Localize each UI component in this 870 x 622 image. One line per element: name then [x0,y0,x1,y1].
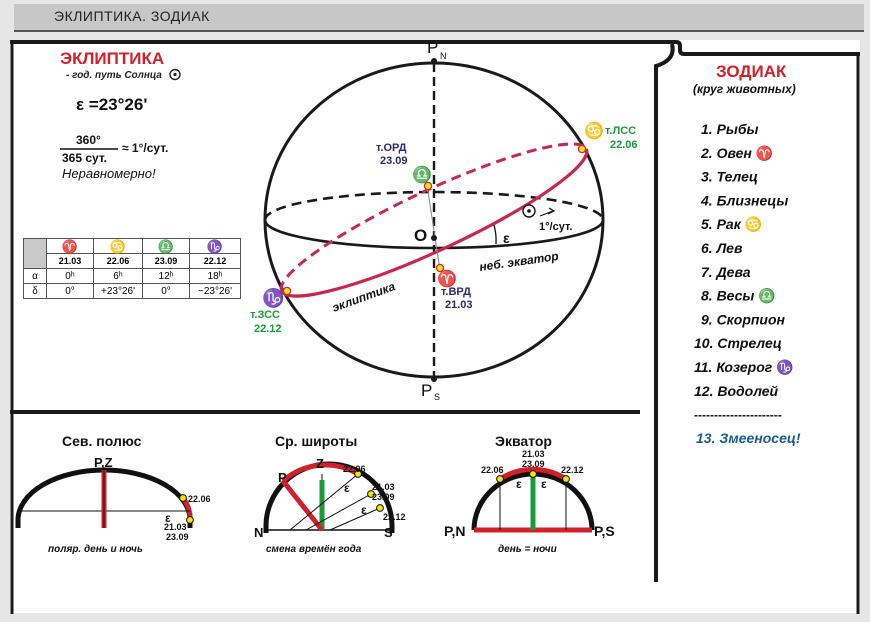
table-cell: 0° [143,284,190,299]
equator-eps-2: ε [541,477,547,491]
zodiac-sign-symbol: ♋ [744,216,763,233]
table-cell: 12ʰ [143,269,190,284]
equator-date-1: 21.03 [522,449,545,459]
zodiac-sign-symbol: ♈ [755,144,774,161]
zodiac-divider: ---------------------- [694,408,782,422]
north-date-3: 23.09 [166,532,189,542]
point-zss [283,287,290,294]
equator-eps-1: ε [516,477,522,491]
zodiac-item: 10. Стрелец [694,335,782,352]
table-cell: −23°26' [190,284,241,299]
sign-symbol: ♎ [157,238,175,254]
north-point-2 [187,517,194,524]
table-date: 23.09 [143,254,190,269]
label-zss-date: 22.12 [254,323,282,335]
label-vrd-date: 21.03 [445,299,473,311]
zodiac-item: 7. Дева [701,263,751,280]
label-ps-sub: S [434,392,441,402]
table-date-row [24,254,241,269]
north-eps: ε [165,511,171,525]
equator-point-2 [497,476,504,483]
label-ps: P [421,381,433,400]
table-header-row [24,239,241,254]
north-point-1 [180,495,187,502]
north-caption: поляр. день и ночь [48,544,143,555]
header-title: ЭКЛИПТИКА. ЗОДИАК [54,8,210,24]
mid-point-3 [377,505,384,512]
table-cell: 6ʰ [94,269,143,284]
table-date: 22.06 [94,254,143,269]
table-corner [24,239,47,269]
mid-z: Z [316,456,324,471]
row-label: α [24,269,47,284]
mid-date-4: 22.12 [383,512,406,522]
table-cell: 18ʰ [190,269,241,284]
obliquity-value: ε =23°26' [76,95,148,114]
mid-date-1: 22.06 [343,464,366,474]
table-head-cell [143,239,190,254]
table-row [24,269,241,284]
label-pn-sub: N [440,51,447,61]
mid-s: S [384,525,393,540]
sign-symbol: ♈ [61,238,79,254]
zodiac-item: 2. Овен ♈ [701,144,774,161]
north-pz: P,Z [94,455,113,470]
north-date-1: 22.06 [188,494,211,504]
label-ord: т.ОРД [376,142,407,154]
irregular-note: Неравномерно! [62,166,156,181]
mid-date-2: 21.03 [372,482,395,492]
table-cell: 0ʰ [47,269,94,284]
label-zss: т.ЗСС [250,309,280,321]
mid-n: N [254,525,264,540]
table-row [24,284,241,299]
sun-on-ecliptic-icon [523,205,535,217]
north-title: Сев. полюс [62,433,142,449]
fraction-result: ≈ 1°/сут. [122,141,169,155]
zodiac-item: 5. Рак ♋ [701,216,763,233]
point-pn [431,58,437,64]
zodiac-sign-symbol: ♑ [776,359,794,375]
label-ecliptic: эклиптика [330,279,398,315]
zodiac-extra: 13. Змееносец! [696,430,801,446]
label-speed: 1°/сут. [539,221,573,233]
sign-symbol: ♑ [206,238,224,254]
capricorn-symbol: ♑ [262,288,285,308]
mid-title: Ср. широты [275,433,358,449]
zodiac-sign-symbol: ♎ [758,287,776,304]
equator-date-2: 23.09 [522,459,545,469]
zodiac-item: 11. Козерог ♑ [694,359,794,375]
zodiac-title: ЗОДИАК [716,62,787,81]
zodiac-item: 1. Рыбы [701,121,759,137]
equator-point-3 [563,476,570,483]
label-ord-date: 23.09 [380,155,408,167]
mid-eps-1: ε [344,481,350,495]
table-cell: +23°26' [94,284,143,299]
zodiac-item: 9. Скорпион [701,311,785,328]
zodiac-item: 12. Водолей [694,382,779,399]
sign-symbol: ♋ [109,238,127,254]
label-lss-date: 22.06 [610,139,638,151]
label-epsilon: ε [503,230,510,246]
label-center: O [414,226,428,245]
table-head-cell [190,239,241,254]
table-head-cell [94,239,143,254]
equator-caption: день = ночи [498,544,557,555]
north-date-2: 21.03 [164,522,187,532]
row-label: δ [24,284,47,299]
zodiac-subtitle: (круг животных) [693,82,796,96]
equator-date-3: 22.06 [481,465,504,475]
board [0,30,870,617]
zodiac-item: 3. Телец [701,168,758,185]
fraction-denominator: 365 сут. [62,151,108,165]
point-lss [578,145,585,152]
header-bar [14,4,864,32]
zodiac-item: 6. Лев [701,240,743,256]
board-svg [0,30,870,617]
equator-title: Экватор [495,433,552,449]
mid-p: P [278,470,287,485]
libra-symbol: ♎ [412,167,432,184]
label-equator: неб. экватор [478,248,560,274]
point-center [431,235,437,241]
table-cell: 0° [47,284,94,299]
mid-eps-2: ε [361,503,367,517]
coordinates-table [23,238,241,299]
table-head-cell [47,239,94,254]
ecliptic-title: ЭКЛИПТИКА [60,49,165,68]
mid-date-3: 23.09 [372,492,395,502]
fraction-numerator: 360° [76,133,101,147]
equator-pn: P,N [444,523,466,539]
mid-caption: смена времён года [266,544,362,555]
zodiac-item: 4. Близнецы [701,192,789,209]
equator-point-1 [530,471,537,478]
ecliptic-subtitle: - год. путь Солнца [66,70,162,81]
equator-ps: P,S [594,523,615,539]
label-pn: P [427,38,439,57]
zodiac-item: 8. Весы ♎ [701,287,776,304]
table-date: 21.03 [47,254,94,269]
equator-date-4: 22.12 [561,465,584,475]
label-vrd: т.ВРД [441,286,471,298]
aries-symbol: ♈ [437,271,457,288]
table-date: 22.12 [190,254,241,269]
label-lss: т.ЛСС [605,125,637,137]
cancer-symbol: ♋ [584,123,604,140]
